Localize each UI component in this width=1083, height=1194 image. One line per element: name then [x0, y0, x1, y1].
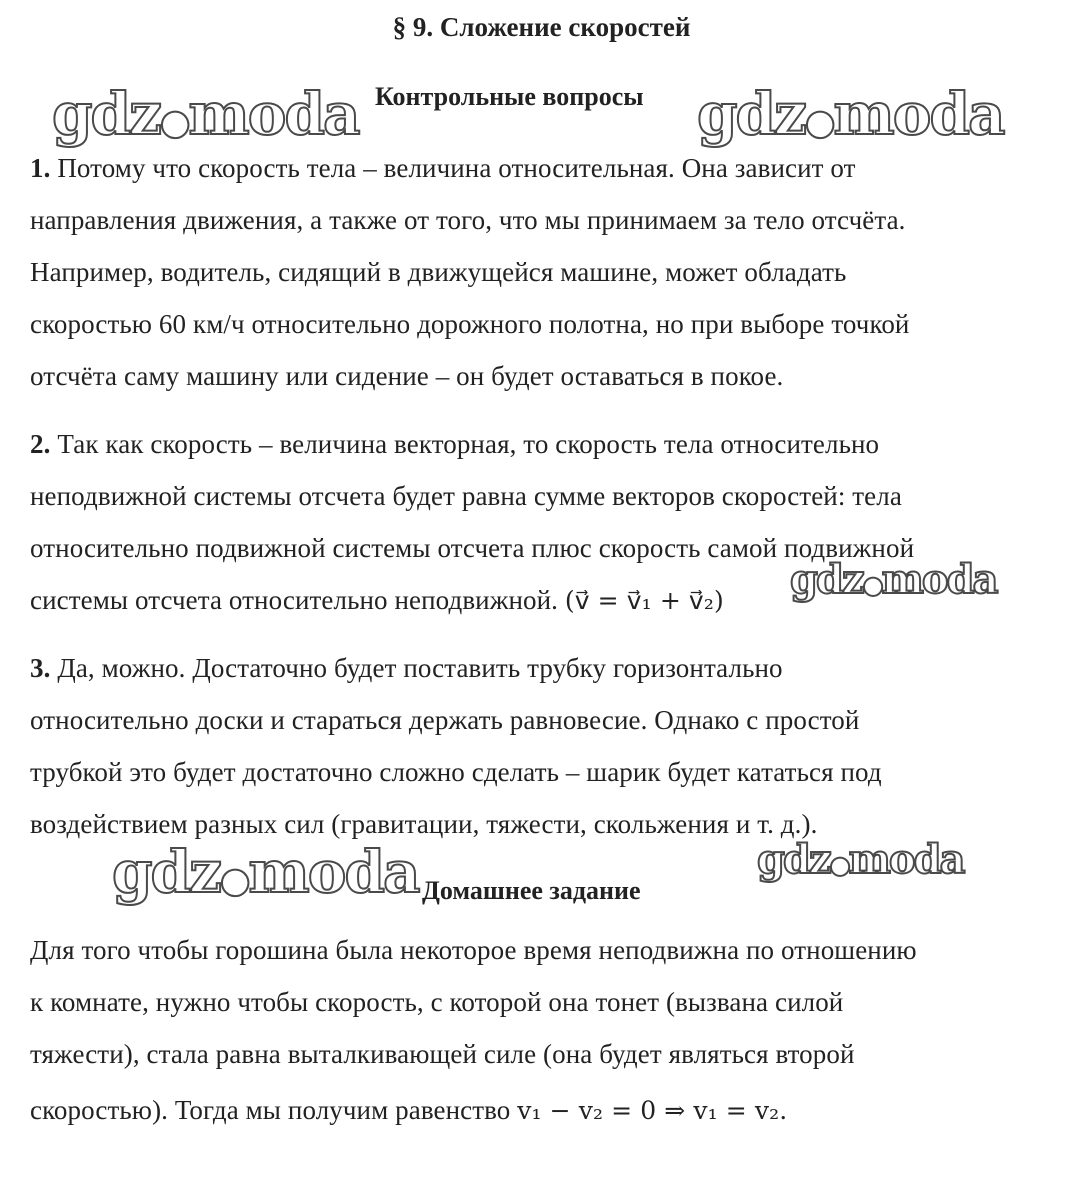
- homework-line-2: к комнате, нужно чтобы скорость, с которой она тонет (вызвана силой: [30, 987, 844, 1017]
- answer-3-line-4: воздействием разных сил (гравитации, тяжести, скольжения и т. д.).: [30, 809, 818, 839]
- answer-1-line-2: направления движения, а также от того, что мы принимаем за тело отсчёта.: [30, 205, 906, 235]
- watermark-logo: gdz●moda: [697, 80, 1004, 148]
- watermark-logo: gdz●moda: [112, 838, 419, 906]
- answer-3-line-2: относительно доски и стараться держать равновесие. Однако с простой: [30, 705, 860, 735]
- watermark-logo: gdz●moda: [757, 836, 964, 883]
- answer-1-number: 1.: [30, 153, 51, 183]
- homework-line-4: скоростью). Тогда мы получим равенство v₁ − v₂ = 0 ⇒ v₁ = v₂.: [30, 1095, 788, 1125]
- homework-line-3: тяжести), стала равна выталкивающей силе (она будет являться второй: [30, 1039, 855, 1069]
- answer-2-line-2: неподвижной системы отсчета будет равна сумме векторов скоростей: тела: [30, 481, 902, 511]
- answer-1-line-1: 1. Потому что скорость тела – величина относительная. Она зависит от: [30, 153, 856, 183]
- answer-1-line-5: отсчёта саму машину или сидение – он будет оставаться в покое.: [30, 361, 784, 391]
- equality-formula: v₁ − v₂ = 0 ⇒ v₁ = v₂.: [517, 1096, 788, 1125]
- answer-3-line-3: трубкой это будет достаточно сложно сделать – шарик будет кататься под: [30, 757, 882, 787]
- answer-3-number: 3.: [30, 653, 51, 683]
- homework-line-1: Для того чтобы горошина была некоторое время неподвижна по отношению: [30, 935, 917, 965]
- watermark-logo: gdz●moda: [52, 80, 359, 148]
- section-heading-control-questions: Контрольные вопросы: [375, 82, 644, 111]
- answer-3-line-1: 3. Да, можно. Достаточно будет поставить трубку горизонтально: [30, 653, 783, 683]
- answer-2-line-3: относительно подвижной системы отсчета плюс скорость самой подвижной: [30, 533, 915, 563]
- watermark-logo: gdz●moda: [790, 556, 997, 603]
- vector-sum-formula: (v⃗ = v⃗₁ + v⃗₂): [564, 586, 724, 615]
- answer-2-line-1: 2. Так как скорость – величина векторная, то скорость тела относительно: [30, 429, 880, 459]
- answer-1-line-4: скоростью 60 км/ч относительно дорожного полотна, но при выборе точкой: [30, 309, 910, 339]
- page-title: § 9. Сложение скоростей: [392, 12, 691, 42]
- section-heading-homework: Домашнее задание: [422, 876, 641, 905]
- answer-2-number: 2.: [30, 429, 51, 459]
- answer-1-line-3: Например, водитель, сидящий в движущейся машине, может обладать: [30, 257, 847, 287]
- answer-2-line-4: системы отсчета относительно неподвижной. (v⃗ = v⃗₁ + v⃗₂): [30, 585, 724, 615]
